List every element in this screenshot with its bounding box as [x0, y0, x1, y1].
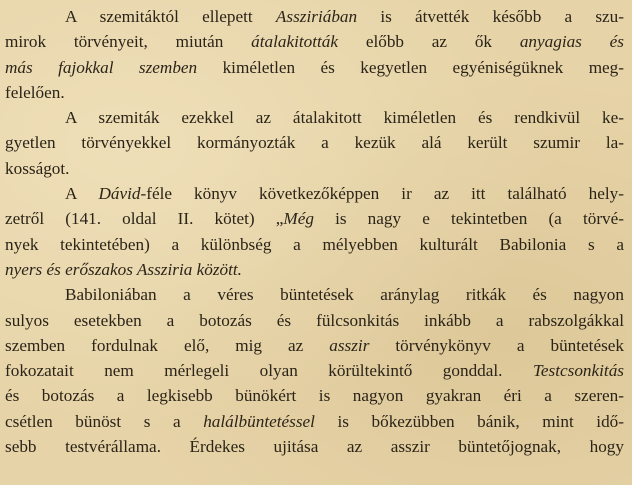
italic-text: anyagias és: [519, 32, 624, 52]
italic-text: nyers és erőszakos Assziria között.: [5, 259, 242, 279]
text-line: [5, 358, 624, 383]
text-run: csétlen bünöst s a: [5, 411, 204, 431]
paragraph: [5, 181, 624, 282]
italic-text: Dávid: [98, 184, 141, 204]
paragraph: [5, 4, 624, 105]
text-line: [5, 80, 624, 105]
italic-text: asszir: [329, 335, 370, 355]
text-line: [5, 257, 624, 282]
text-run: gyetlen törvényekkel kormányozták a kezük alá került szumir la-: [5, 133, 624, 153]
text-run: is bőkezübben bánik, mint idő-: [314, 411, 624, 431]
text-run: sebb testvérállama. Érdekes ujitása az asszir büntetőjognak, hogy: [5, 437, 624, 457]
text-run: A szemitáktól ellepett: [65, 7, 276, 26]
text-run: A szemiták ezekkel az átalakitott kiméletlen és rendkivül ke-: [65, 108, 624, 128]
italic-text: halálbüntetéssel: [203, 411, 315, 431]
text-line: [5, 232, 624, 257]
text-line: [5, 156, 624, 181]
text-line: [5, 333, 624, 358]
text-run: kosságot.: [5, 158, 70, 178]
italic-text: Assziriában: [275, 7, 358, 26]
text-run: nyek tekintetében) a különbség a mélyebben kulturált Babilonia s a: [5, 234, 624, 254]
text-run: Babiloniában a véres büntetések aránylag ritkák és nagyon: [65, 285, 624, 305]
text-run: törvénykönyv a büntetések: [369, 335, 624, 355]
text-run: -féle könyv következőképpen ir az itt található hely-: [140, 184, 624, 204]
text-line: [5, 308, 624, 333]
italic-text: átalakitották: [251, 32, 339, 52]
text-line: [5, 4, 624, 29]
text-run: és botozás a legkisebb bünökért is nagyon gyakran éri a szeren-: [5, 386, 624, 406]
paragraph: [5, 105, 624, 181]
text-run: is átvették később a szu-: [357, 7, 624, 26]
text-run: szemben fordulnak elő, mig az: [5, 335, 330, 355]
text-run: előbb az ők: [338, 32, 520, 52]
italic-text: Még: [283, 209, 314, 229]
text-line: [5, 29, 624, 54]
text-line: [5, 55, 624, 80]
text-run: A: [65, 184, 99, 204]
text-run: fokozatait nem mérlegeli olyan körültekintő gonddal.: [5, 361, 533, 381]
text-run: mirok törvényeit, miután: [5, 32, 252, 52]
text-line: [5, 206, 624, 231]
text-run: is nagy e tekintetben (a törvé-: [313, 209, 624, 229]
text-line: [5, 282, 624, 307]
paragraph: [5, 282, 624, 459]
italic-text: Testcsonkitás: [532, 361, 624, 381]
italic-text: más fajokkal szemben: [5, 57, 198, 77]
text-line: [5, 130, 624, 155]
text-run: kiméletlen és kegyetlen egyéniségüknek meg-: [197, 57, 624, 77]
text-line: [5, 434, 624, 459]
text-line: [5, 409, 624, 434]
text-line: [5, 105, 624, 130]
text-run: sulyos esetekben a botozás és fülcsonkitás inkább a rabszolgákkal: [5, 310, 624, 330]
text-run: felelően.: [5, 82, 65, 102]
text-line: [5, 383, 624, 408]
text-line: [5, 181, 624, 206]
text-run: zetről (141. oldal II. kötet) „: [5, 209, 284, 229]
